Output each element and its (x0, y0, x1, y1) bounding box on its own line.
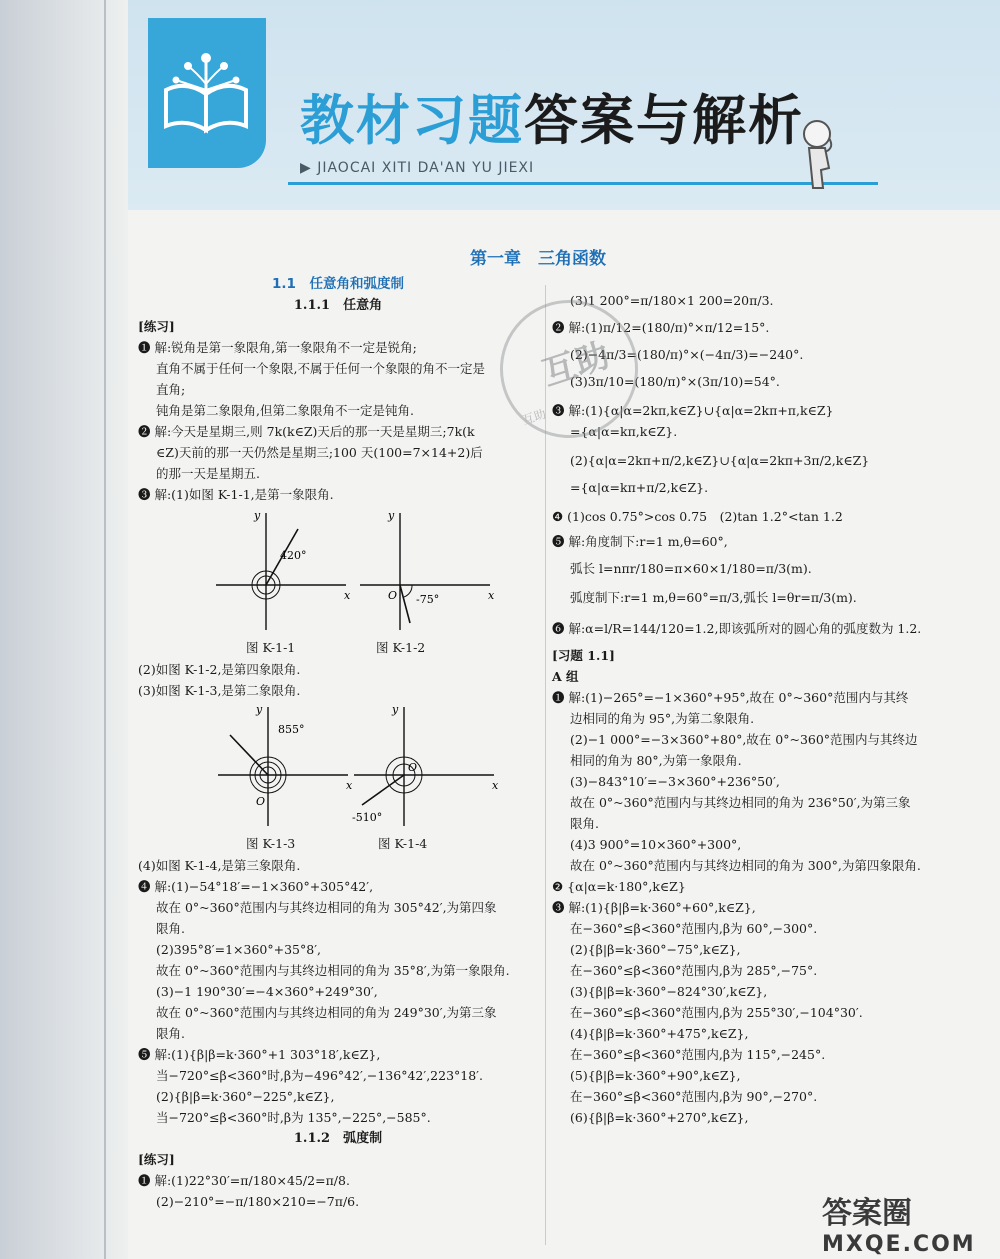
open-book-icon (160, 50, 254, 140)
answer-line: (4)如图 K-1-4,是第三象限角. (138, 858, 301, 873)
group-label: A 组 (552, 669, 579, 684)
answer-line: (2)395°8′=1×360°+35°8′, (156, 942, 322, 957)
answer-line: 在−360°≤β<360°范围内,β为 255°30′,−104°30′. (570, 1005, 863, 1020)
page-subtitle: ▶ JIAOCAI XITI DA'AN YU JIEXI (300, 160, 535, 176)
answer-line: (3){β|β=k·360°−824°30′,k∈Z}, (570, 984, 768, 999)
chapter-heading: 第一章 三角函数 (470, 249, 606, 269)
watermark-url: MXQE.COM (822, 1232, 976, 1257)
answer-line: ❸ 解:(1){β|β=k·360°+60°,k∈Z}, (552, 900, 756, 915)
answer-line: 故在 0°~360°范围内与其终边相同的角为 35°8′,为第一象限角. (156, 963, 510, 978)
answer-line: 直角; (156, 382, 186, 397)
angle-label: -75° (416, 593, 440, 606)
section-heading: 1.1 任意角和弧度制 (272, 276, 404, 292)
subsection-heading: 1.1.1 任意角 (293, 298, 383, 313)
figure-row-1 (138, 505, 538, 637)
stamp-text: 互助 (537, 335, 615, 395)
answer-line: ❸ 解:(1)如图 K-1-1,是第一象限角. (138, 487, 334, 502)
figure-k-1-1 (206, 505, 356, 635)
watermark-title: 答案圈 (822, 1196, 912, 1231)
answer-line: 在−360°≤β<360°范围内,β为 285°,−75°. (570, 963, 818, 978)
y-axis-label: y (256, 703, 263, 716)
answer-line: 在−360°≤β<360°范围内,β为 60°,−300°. (570, 921, 818, 936)
figure-row-2 (138, 701, 538, 833)
origin-label: O (408, 761, 418, 774)
answer-line: ❶ 解:(1)−265°=−1×360°+95°,故在 0°~360°范围内与其终 (552, 690, 909, 705)
y-axis-label: y (388, 509, 395, 522)
answer-line: 故在 0°~360°范围内与其终边相同的角为 300°,为第四象限角. (570, 858, 921, 873)
origin-label: O (388, 589, 398, 602)
answer-line: 在−360°≤β<360°范围内,β为 90°,−270°. (570, 1089, 818, 1104)
angle-label: 420° (280, 549, 307, 562)
answer-line: ❺ 解:(1){β|β=k·360°+1 303°18′,k∈Z}, (138, 1047, 381, 1062)
answer-line: ={α|α=kπ,k∈Z}. (570, 424, 678, 439)
x-axis-label: x (344, 589, 351, 602)
answer-line: (3)如图 K-1-3,是第二象限角. (138, 683, 301, 698)
answer-line: ❸ 解:(1){α|α=2kπ,k∈Z}∪{α|α=2kπ+π,k∈Z} (552, 403, 834, 418)
answer-line: (2)−4π/3=(180/π)°×(−4π/3)=−240°. (570, 347, 804, 362)
answer-line: ❹ (1)cos 0.75°>cos 0.75 (2)tan 1.2°<tan 1.2 (552, 509, 843, 524)
answer-line: 弧长 l=nπr/180=π×60×1/180=π/3(m). (570, 561, 812, 576)
answer-line: 的那一天是星期五. (156, 466, 260, 481)
figure-k-1-2 (350, 505, 500, 635)
exercise-label: [习题 1.1] (552, 648, 615, 663)
answer-line: 当−720°≤β<360°时,β为 135°,−225°,−585°. (156, 1110, 431, 1125)
answer-line: 在−360°≤β<360°范围内,β为 115°,−245°. (570, 1047, 826, 1062)
x-axis-label: x (488, 589, 495, 602)
answer-line: (2){β|β=k·360°−225°,k∈Z}, (156, 1089, 335, 1104)
answer-line: 限角. (156, 921, 185, 936)
caption-row-2 (138, 833, 538, 855)
page-binding (0, 0, 128, 1259)
answer-line: (2)−210°=−π/180×210=−7π/6. (156, 1194, 360, 1209)
figure-caption: 图 K-1-3 (246, 836, 296, 851)
site-watermark (822, 1188, 976, 1257)
answer-line: (3)−843°10′=−3×360°+236°50′, (570, 774, 780, 789)
title-part2: 答案与解析 (524, 89, 804, 152)
answer-line: ❷ {α|α=k·180°,k∈Z} (552, 879, 686, 894)
answer-line: (2){β|β=k·360°−75°,k∈Z}, (570, 942, 741, 957)
answer-line: 当−720°≤β<360°时,β为−496°42′,−136°42′,223°18′. (156, 1068, 483, 1083)
left-column (138, 274, 538, 1212)
answer-line: (5){β|β=k·360°+90°,k∈Z}, (570, 1068, 741, 1083)
answer-line: (3)3π/10=(180/π)°×(3π/10)=54°. (570, 374, 780, 389)
answer-line: (3)1 200°=π/180×1 200=20π/3. (570, 293, 774, 308)
answer-line: ={α|α=kπ+π/2,k∈Z}. (570, 480, 709, 495)
answer-line: ❹ 解:(1)−54°18′=−1×360°+305°42′, (138, 879, 374, 894)
thinker-mascot-icon (795, 118, 845, 190)
answer-line: ❷ 解:(1)π/12=(180/π)°×π/12=15°. (552, 320, 770, 335)
answer-line: 限角. (156, 1026, 185, 1041)
answer-line: (2){α|α=2kπ+π/2,k∈Z}∪{α|α=2kπ+3π/2,k∈Z} (570, 453, 870, 468)
binding-fold-line (104, 0, 106, 1259)
answer-line: (2)如图 K-1-2,是第四象限角. (138, 662, 301, 677)
stamp-text-small: 互助 (520, 406, 548, 428)
figure-caption: 图 K-1-1 (246, 640, 296, 655)
caption-row-1 (138, 637, 538, 659)
angle-label: -510° (352, 811, 383, 824)
answer-line: 钝角是第二象限角,但第二象限角不一定是钝角. (156, 403, 414, 418)
answer-line: (4)3 900°=10×360°+300°, (570, 837, 742, 852)
subtitle-text: JIAOCAI XITI DA'AN YU JIEXI (317, 160, 535, 176)
answer-line: (2)−1 000°=−3×360°+80°,故在 0°~360°范围内与其终边 (570, 732, 918, 747)
y-axis-label: y (254, 509, 261, 522)
practice-label: [练习] (138, 319, 175, 334)
practice-label: [练习] (138, 1152, 175, 1167)
answer-line: 限角. (570, 816, 599, 831)
answer-line: ❶ 解:锐角是第一象限角,第一象限角不一定是锐角; (138, 340, 417, 355)
x-axis-label: x (492, 779, 499, 792)
answer-line: 弧度制下:r=1 m,θ=60°=π/3,弧长 l=θr=π/3(m). (570, 590, 857, 605)
answer-line: 故在 0°~360°范围内与其终边相同的角为 305°42′,为第四象 (156, 900, 497, 915)
y-axis-label: y (392, 703, 399, 716)
answer-line: (4){β|β=k·360°+475°,k∈Z}, (570, 1026, 749, 1041)
answer-line: 故在 0°~360°范围内与其终边相同的角为 236°50′,为第三象 (570, 795, 911, 810)
figure-k-1-4 (344, 701, 504, 831)
angle-label: 855° (278, 723, 305, 736)
figure-caption: 图 K-1-2 (376, 640, 426, 655)
page-title (300, 78, 804, 155)
answer-line: ❻ 解:α=l/R=144/120=1.2,即该弧所对的圆心角的弧度数为 1.2. (552, 621, 922, 636)
answer-line: ❷ 解:今天是星期三,则 7k(k∈Z)天后的那一天是星期三;7k(k (138, 424, 475, 439)
subtitle-rule (288, 182, 878, 185)
answer-line: ∈Z)天前的那一天仍然是星期三;100 天(100=7×14+2)后 (156, 445, 483, 460)
x-axis-label: x (346, 779, 353, 792)
answer-line: (6){β|β=k·360°+270°,k∈Z}, (570, 1110, 749, 1125)
figure-k-1-3 (208, 701, 358, 831)
origin-label: O (256, 795, 266, 808)
subsection-heading: 1.1.2 弧度制 (293, 1131, 383, 1146)
answer-line: ❶ 解:(1)22°30′=π/180×45/2=π/8. (138, 1173, 350, 1188)
answer-line: 边相同的角为 95°,为第二象限角. (570, 711, 755, 726)
title-part1: 教材习题 (300, 89, 524, 152)
answer-line: (3)−1 190°30′=−4×360°+249°30′, (156, 984, 378, 999)
figure-caption: 图 K-1-4 (378, 836, 428, 851)
answer-line: 直角不属于任何一个象限,不属于任何一个象限的角不一定是 (156, 361, 485, 376)
book-logo (148, 18, 266, 168)
answer-line: ❺ 解:角度制下:r=1 m,θ=60°, (552, 534, 728, 549)
answer-line: 故在 0°~360°范围内与其终边相同的角为 249°30′,为第三象 (156, 1005, 497, 1020)
answer-line: 相同的角为 80°,为第一象限角. (570, 753, 742, 768)
